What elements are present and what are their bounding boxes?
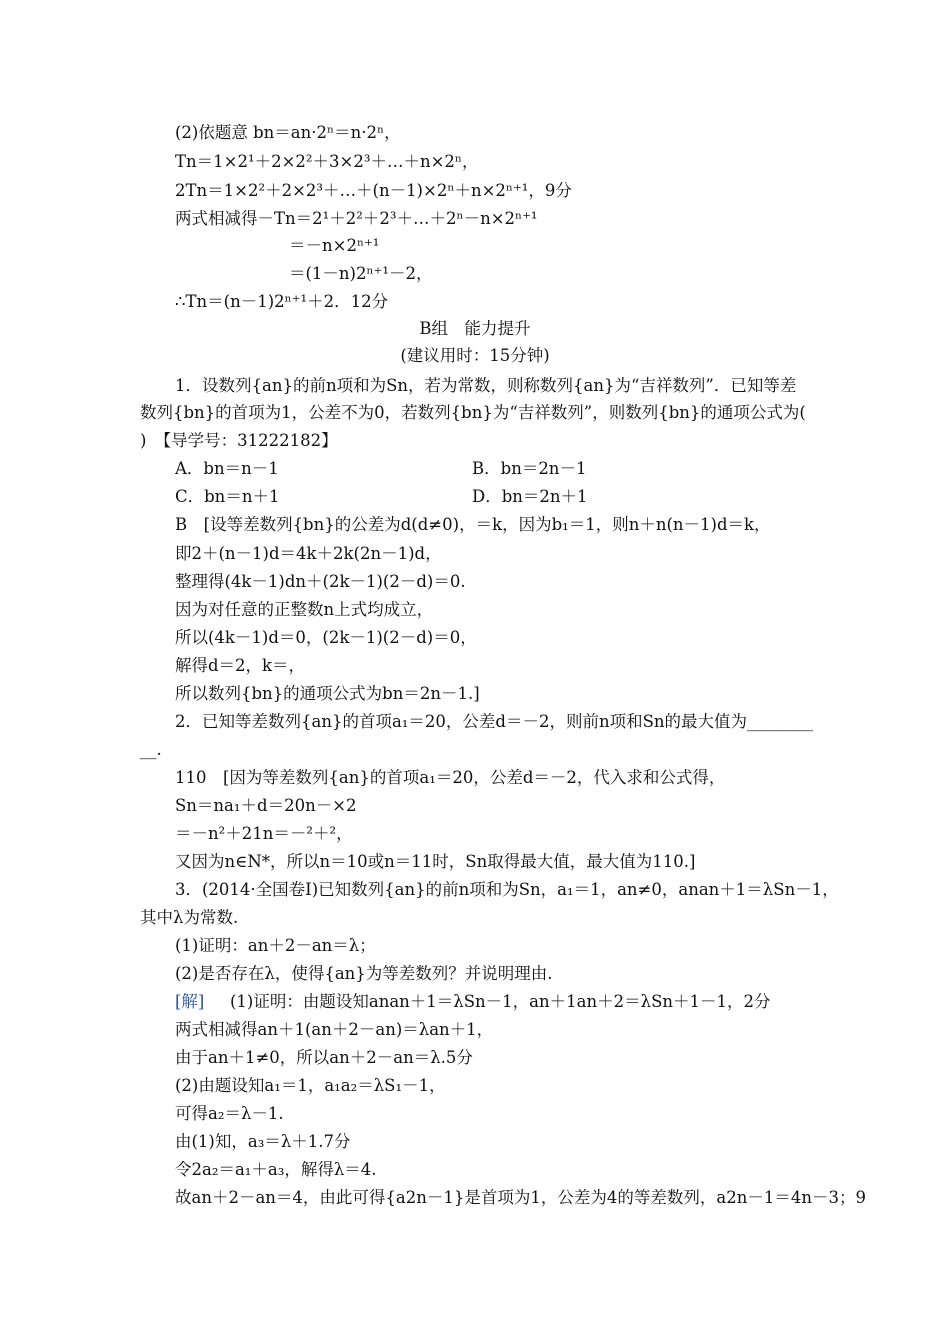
q2-stem-1: 2．已知等差数列{an}的首项a₁＝20，公差d＝－2，则前n项和Sn的最大值为________ [175, 712, 814, 731]
section-subtitle: (建议用时：15分钟) [400, 346, 550, 365]
q3-stem-2: 其中λ为常数. [140, 908, 239, 927]
q2-solution-4: 又因为n∈N*，所以n＝10或n＝11时，Sn取得最大值，最大值为110.] [175, 852, 696, 871]
result-line-2: ＝(1－n)2ⁿ⁺¹－2， [289, 264, 433, 283]
q3-solution-7: 令2a₂＝a₁＋a₃，解得λ＝4. [175, 1160, 377, 1179]
q1-option-d: D．bn＝2n＋1 [472, 487, 588, 506]
q1-stem-3: ) 【导学号：31222182】 [140, 431, 338, 450]
q3-solution-6: 由(1)知，a₃＝λ＋1.7分 [175, 1132, 351, 1151]
q2-solution-2: Sn＝na₁＋d＝20n－×2 [175, 796, 357, 815]
q3-part1: (1)证明：an＋2－an＝λ； [175, 936, 376, 955]
q3-solution-3: 由于an＋1≠0，所以an＋2－an＝λ.5分 [175, 1048, 473, 1067]
q1-solution-5: 所以(4k－1)d＝0，(2k－1)(2－d)＝0， [175, 628, 477, 647]
q3-solution-8: 故an＋2－an＝4，由此可得{a2n－1}是首项为1，公差为4的等差数列，a2n－1＝4n－3；9 [175, 1188, 866, 1207]
q2-solution-3: ＝－n²＋21n＝－²＋²， [175, 824, 353, 843]
result-line-1: ＝－n×2ⁿ⁺¹ [289, 236, 380, 255]
q3-solution-5: 可得a₂＝λ－1. [175, 1104, 284, 1123]
q3-solution-1: (1)证明：由题设知anan＋1＝λSn－1，an＋1an＋2＝λSn＋1－1，2分 [230, 992, 771, 1011]
q1-solution-7: 所以数列{bn}的通项公式为bn＝2n－1.] [175, 684, 480, 703]
q1-option-a: A．bn＝n－1 [175, 459, 279, 478]
subtract-line: 两式相减得－Tn＝2¹＋2²＋2³＋…＋2ⁿ－n×2ⁿ⁺¹ [175, 209, 538, 228]
section-title: B组 能力提升 [419, 319, 531, 338]
q1-solution-4: 因为对任意的正整数n上式均成立， [175, 600, 434, 619]
tn-sum-line: Tn＝1×2¹＋2×2²＋3×2³＋…＋n×2ⁿ， [175, 152, 479, 171]
q1-option-b: B．bn＝2n－1 [472, 459, 587, 478]
q1-stem-2: 数列{bn}的首项为1，公差不为0，若数列{bn}为“吉祥数列”，则数列{bn}的通项公式为( [140, 403, 806, 422]
q1-solution-2: 即2＋(n－1)d＝4k＋2k(2n－1)d， [175, 544, 442, 563]
double-tn-line: 2Tn＝1×2²＋2×2³＋…＋(n－1)×2ⁿ＋n×2ⁿ⁺¹，9分 [175, 181, 572, 200]
q2-stem-2: __. [140, 740, 162, 759]
q3-stem-1: 3．(2014·全国卷Ⅰ)已知数列{an}的前n项和为Sn，a₁＝1，an≠0，anan＋1＝λSn－1， [175, 880, 839, 899]
q2-solution-1: 110 [因为等差数列{an}的首项a₁＝20，公差d＝－2，代入求和公式得， [175, 768, 726, 787]
q1-stem-1: 1．设数列{an}的前n项和为Sn，若为常数，则称数列{an}为“吉祥数列”．已知等差 [175, 376, 797, 395]
q3-solution-4: (2)由题设知a₁＝1，a₁a₂＝λS₁－1， [175, 1076, 446, 1095]
q3-part2: (2)是否存在λ，使得{an}为等差数列？并说明理由. [175, 964, 553, 983]
q3-solution-2: 两式相减得an＋1(an＋2－an)＝λan＋1， [175, 1020, 494, 1039]
conclusion-line: ∴Tn＝(n－1)2ⁿ⁺¹＋2．12分 [175, 292, 389, 311]
q1-option-c: C．bn＝n＋1 [175, 487, 280, 506]
q1-solution-6: 解得d＝2，k＝， [175, 656, 306, 675]
solution-tag: [解] [175, 992, 205, 1011]
q1-solution-1: B [设等差数列{bn}的公差为d(d≠0)，＝k，因为b₁＝1，则n＋n(n－1)d＝k， [175, 515, 771, 534]
q1-solution-3: 整理得(4k－1)dn＋(2k－1)(2－d)＝0. [175, 572, 466, 591]
solution-part2-line: (2)依题意 bn＝an·2ⁿ＝n·2ⁿ， [175, 123, 401, 142]
